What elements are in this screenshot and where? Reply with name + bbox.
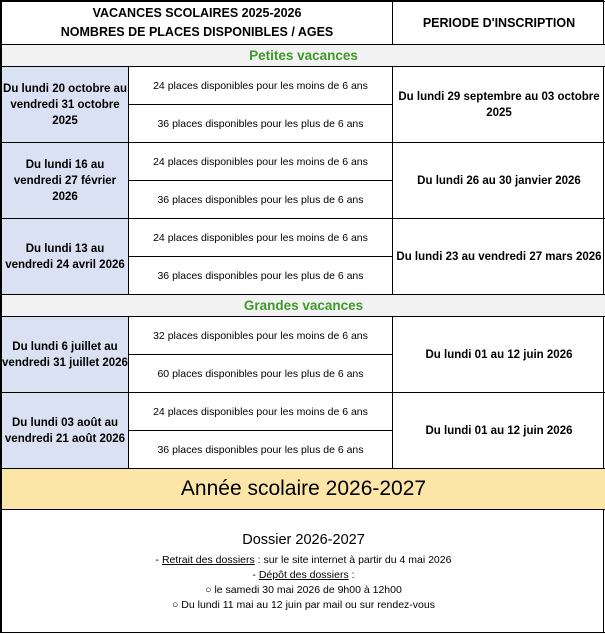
places-cell: 60 places disponibles pour les plus de 6 ans [129, 355, 393, 393]
section-title: Petites vacances [2, 45, 605, 67]
inscription-period: Du lundi 01 au 12 juin 2026 [393, 393, 605, 469]
header-row [2, 2, 605, 45]
period-row [2, 67, 605, 105]
period-row [2, 143, 605, 181]
dossier-row [2, 510, 605, 633]
vacation-table [1, 1, 605, 633]
depot-item [2, 583, 605, 598]
period-label: Du lundi 6 juillet au vendredi 31 juillet 2026 [2, 317, 129, 393]
places-cell: 32 places disponibles pour les moins de 6 ans [129, 317, 393, 355]
places-cell: 24 places disponibles pour les moins de 6 ans [129, 219, 393, 257]
depot-label: Dépôt des dossiers [258, 569, 349, 581]
dossier-title: Dossier 2026-2027 [242, 532, 365, 548]
inscription-period: Du lundi 26 au 30 janvier 2026 [393, 143, 605, 219]
period-label: Du lundi 16 au vendredi 27 février 2026 [2, 143, 129, 219]
depot-suffix: : [348, 569, 355, 581]
period-label: Du lundi 20 octobre au vendredi 31 octobre 2025 [2, 67, 129, 143]
section-row [2, 295, 605, 317]
year-banner-row [2, 469, 605, 510]
retrait-text: : sur le site internet à partir du 4 mai 2026 [254, 554, 452, 566]
period-label: Du lundi 03 août au vendredi 21 août 2026 [2, 393, 129, 469]
retrait-label: Retrait des dossiers [161, 554, 255, 566]
period-label: Du lundi 13 au vendredi 24 avril 2026 [2, 219, 129, 295]
section-row [2, 45, 605, 67]
header-title-line2: NOMBRES DE PLACES DISPONIBLES / AGES [60, 25, 334, 39]
header-title [2, 2, 393, 45]
retrait-line [2, 553, 605, 568]
places-cell: 36 places disponibles pour les plus de 6 ans [129, 257, 393, 295]
period-row [2, 219, 605, 257]
dash-marker: - [155, 554, 162, 566]
inscription-period: Du lundi 29 septembre au 03 octobre 2025 [393, 67, 605, 143]
period-row [2, 317, 605, 355]
period-row [2, 393, 605, 431]
inscription-period: Du lundi 23 au vendredi 27 mars 2026 [393, 219, 605, 295]
dossier-info [2, 510, 605, 633]
year-banner: Année scolaire 2026-2027 [2, 469, 605, 510]
depot-item-text: le samedi 30 mai 2026 de 9h00 à 12h00 [214, 584, 402, 596]
bullet-icon: ○ [205, 584, 215, 596]
inscription-period: Du lundi 01 au 12 juin 2026 [393, 317, 605, 393]
bullet-icon: ○ [172, 599, 182, 611]
section-title: Grandes vacances [2, 295, 605, 317]
dash-marker: - [252, 569, 259, 581]
header-title-line1: VACANCES SCOLAIRES 2025-2026 [92, 6, 302, 20]
places-cell: 24 places disponibles pour les moins de 6 ans [129, 143, 393, 181]
depot-item [2, 598, 605, 613]
depot-item-text: Du lundi 11 mai au 12 juin par mail ou sur rendez-vous [181, 599, 435, 611]
places-cell: 24 places disponibles pour les moins de 6 ans [129, 67, 393, 105]
places-cell: 24 places disponibles pour les moins de 6 ans [129, 393, 393, 431]
places-cell: 36 places disponibles pour les plus de 6 ans [129, 181, 393, 219]
depot-line [2, 568, 605, 583]
places-cell: 36 places disponibles pour les plus de 6 ans [129, 431, 393, 469]
places-cell: 36 places disponibles pour les plus de 6 ans [129, 105, 393, 143]
header-inscription: PERIODE D'INSCRIPTION [393, 2, 605, 45]
